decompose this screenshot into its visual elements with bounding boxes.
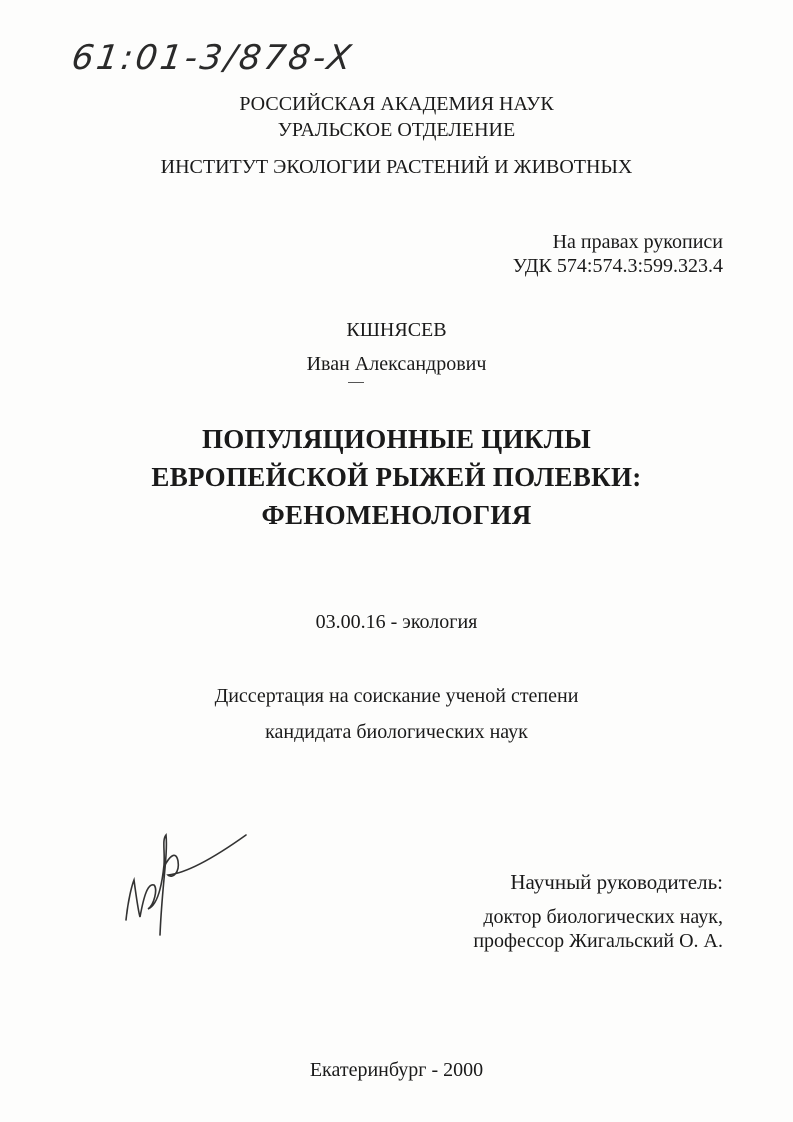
city-year: Екатеринбург - 2000 [309,1059,484,1081]
signature-image [118,825,253,940]
title-line-3: ФЕНОМЕНОЛОГИЯ [261,500,532,530]
supervisor-name: профессор Жигальский О. А. [473,930,723,952]
supervisor-degree: доктор биологических наук, [483,906,723,928]
title-line-1: ПОПУЛЯЦИОННЫЕ ЦИКЛЫ [201,424,592,454]
udc-code: УДК 574:574.3:599.323.4 [512,255,723,277]
branch-name: УРАЛЬСКОЕ ОТДЕЛЕНИЕ [277,119,516,141]
archive-code-handwritten: 61:01-3/878-X [69,38,357,78]
dash-mark [348,382,364,383]
degree-line-1: Диссертация на соискание ученой степени [214,685,579,707]
academy-name: РОССИЙСКАЯ АКАДЕМИЯ НАУК [239,93,554,115]
author-given-names: Иван Александрович [306,353,487,375]
author-surname: КШНЯСЕВ [346,319,447,341]
manuscript-note: На правах рукописи [552,231,723,253]
degree-line-2: кандидата биологических наук [265,721,528,743]
supervisor-heading: Научный руководитель: [510,870,723,894]
specialty: 03.00.16 - экология [315,611,478,633]
institute-name: ИНСТИТУТ ЭКОЛОГИИ РАСТЕНИЙ И ЖИВОТНЫХ [160,156,633,178]
title-line-2: ЕВРОПЕЙСКОЙ РЫЖЕЙ ПОЛЕВКИ: [151,462,642,492]
